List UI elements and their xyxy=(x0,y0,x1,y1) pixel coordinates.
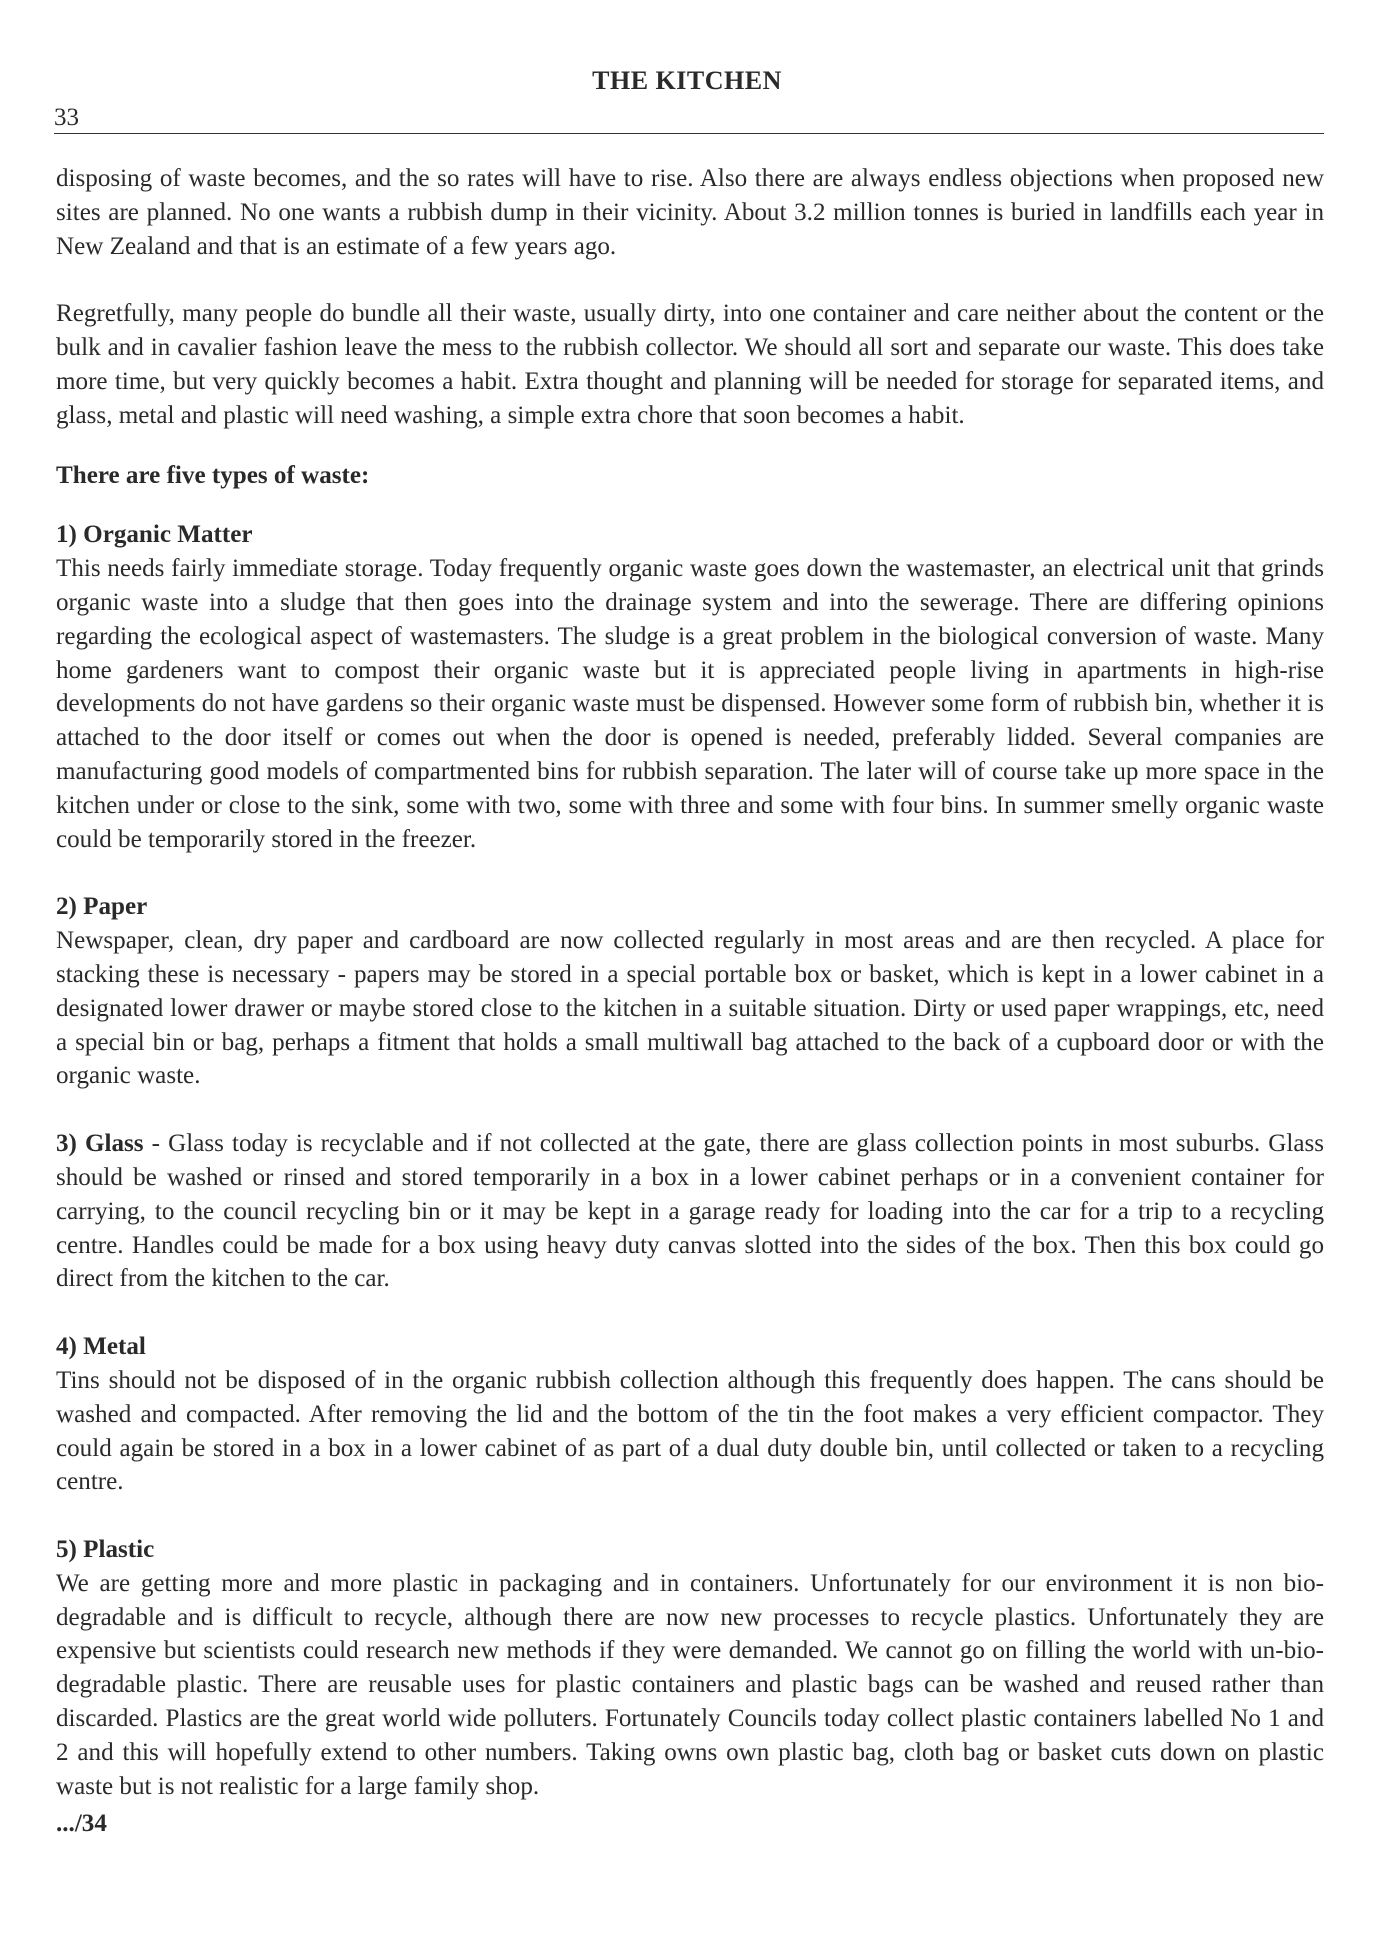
section-text: We are getting more and more plastic in packaging and in containers. Unfortunately for our environment it is non bio-degradable and is difficult to recycle, although there are now new processes to recycle plastics. Unfortunately they are expensive but scientists could research new methods if they were demanded. We cannot go on filling the world with un-bio-degradable plastic. There are reusable uses for plastic containers and plastic bags can be washed and reused rather than discarded. Plastics are the great world wide polluters. Fortunately Councils today collect plastic containers labelled No 1 and 2 and this will hopefully extend to other numbers. Taking owns own plastic bag, cloth bag or basket cuts down on plastic waste but is not realistic for a large family shop. xyxy=(56,1569,1324,1800)
paragraph: disposing of waste becomes, and the so rates will have to rise. Also there are always endless objections when proposed new sites are planned. No one wants a rubbish dump in their vicinity. About 3.2 million tonnes is buried in landfills each year in New Zealand and that is an estimate of a few years ago. xyxy=(56,165,1324,260)
section-heading: 2) Paper xyxy=(56,893,148,921)
types-heading xyxy=(56,459,1324,493)
continuation-marker: .../34 xyxy=(56,1810,107,1838)
section-text: Newspaper, clean, dry paper and cardboard are now collected regularly in most areas and are then recycled. A place for stacking these is necessary - papers may be stored in a special portable box or basket, which is kept in a lower cabinet in a designated lower drawer or maybe stored close to the kitchen in a suitable situation. Dirty or used paper wrappings, etc, need a special bin or bag, perhaps a fitment that holds a small multiwall bag attached to the back of a cupboard door or with the organic waste. xyxy=(56,927,1324,1090)
section-glass xyxy=(56,1127,1324,1296)
section-separator: - xyxy=(143,1130,169,1158)
section-text: This needs fairly immediate storage. Today frequently organic waste goes down the wastemaster, an electrical unit that grinds organic waste into a sludge that then goes into the drainage system and into the sewerage. There are differing opinions regarding the ecological aspect of wastemasters. The sludge is a great problem in the biological conversion of waste. Many home gardeners want to compost their organic waste but it is appreciated people living in apartments in high-rise developments do not have gardens so their organic waste must be dispensed. However some form of rubbish bin, whether it is attached to the door itself or comes out when the door is opened is needed, preferably lidded. Several companies are manufacturing good models of compartmented bins for rubbish separation. The later will of course take up more space in the kitchen under or close to the sink, some with two, some with three and some with four bins. In summer smelly organic waste could be temporarily stored in the freezer. xyxy=(56,555,1324,853)
body-text xyxy=(56,162,1324,1875)
types-heading-text: There are five types of waste: xyxy=(56,461,370,489)
section-heading: 4) Metal xyxy=(56,1333,146,1361)
section-paper xyxy=(56,890,1324,1093)
section-heading: 3) Glass xyxy=(56,1130,144,1158)
section-text: Glass today is recyclable and if not collected at the gate, there are glass collection points in most suburbs. Glass should be washed or rinsed and stored temporarily in a box in a lower cabinet perhaps or in a convenient container for carrying, to the council recycling bin or it may be kept in a garage ready for loading into the car for a trip to a recycling centre. Handles could be made for a box using heavy duty canvas slotted into the sides of the box. Then this box could go direct from the kitchen to the car. xyxy=(56,1130,1325,1293)
running-head-title: THE KITCHEN xyxy=(592,66,782,95)
header-rule xyxy=(54,133,1324,134)
section-heading: 5) Plastic xyxy=(56,1536,155,1564)
paragraph: Regretfully, many people do bundle all their waste, usually dirty, into one container and care neither about the content or the bulk and in cavalier fashion leave the mess to the rubbish collector. We should all sort and separate our waste. This does take more time, but very quickly becomes a habit. Extra thought and planning will be needed for storage for separated items, and glass, metal and plastic will need washing, a simple extra chore that soon becomes a habit. xyxy=(56,300,1324,429)
page-number: 33 xyxy=(54,104,79,131)
section-metal xyxy=(56,1330,1324,1499)
section-plastic xyxy=(56,1533,1324,1803)
section-organic-matter xyxy=(56,518,1324,856)
section-heading: 1) Organic Matter xyxy=(56,521,253,549)
section-text: Tins should not be disposed of in the organic rubbish collection although this frequently does happen. The cans should be washed and compacted. After removing the lid and the bottom of the tin the foot makes a very efficient compactor. They could again be stored in a box in a lower cabinet of as part of a dual duty double bin, until collected or taken to a recycling centre. xyxy=(56,1366,1324,1496)
